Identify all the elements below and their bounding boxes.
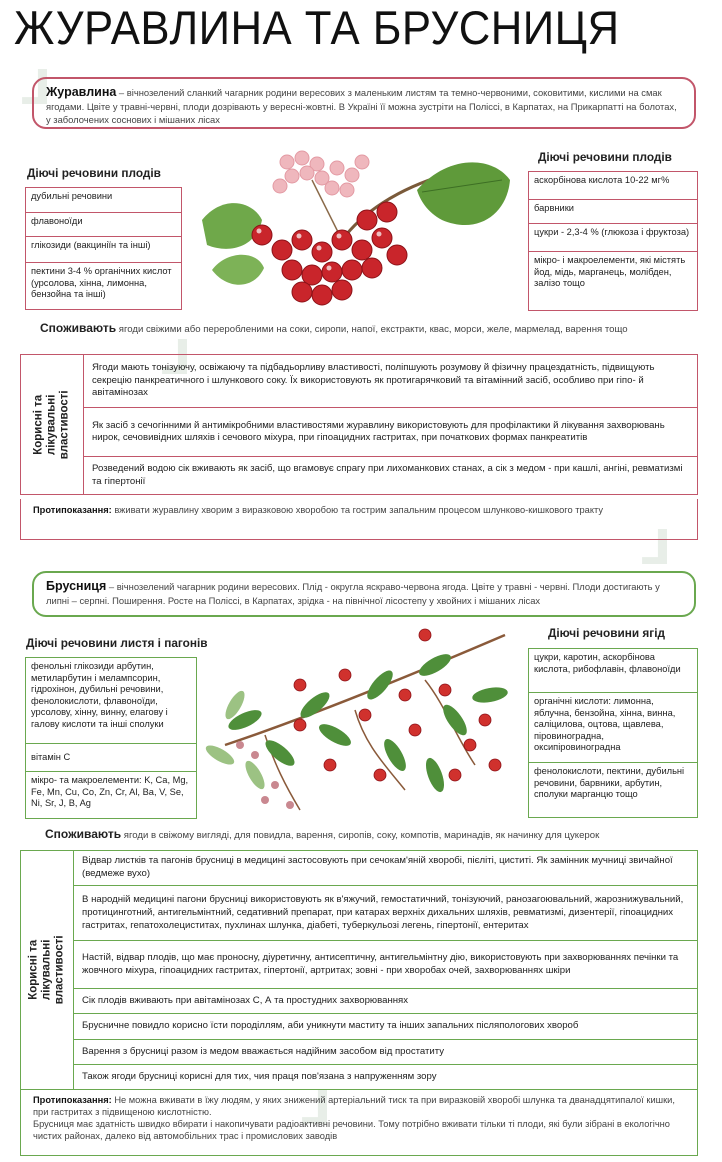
cranberry-properties-table xyxy=(20,354,698,495)
cranberry-left-list xyxy=(25,187,182,310)
cranberry-contra-text: вживати журавлину хворим з виразковою хворобою та гострим запальним процесом шлунково-кишкового тракту xyxy=(111,505,604,515)
cranberry-properties-label: Корисні та лікувальні властивості xyxy=(21,355,84,494)
cranberry-name: Журавлина xyxy=(46,85,117,99)
cranberry-intro xyxy=(32,77,696,129)
watermark: ⅃ xyxy=(300,1082,331,1135)
list-item: мікро- та макроелементи: K, Ca, Mg, Fe, Mn, Cu, Co, Zn, Cr, Al, Ba, V, Se, Ni, Sr, J, B, Ag xyxy=(31,775,189,809)
lingonberry-name: Брусниця xyxy=(46,579,107,593)
lingonberry-consume-text: ягоди в свіжому вигляді, для повидла, варення, сиропів, соку, компотів, маринадів, як начинку для цукерок xyxy=(121,830,600,841)
list-item: фенольні глікозиди арбутин, метиларбутин і мелампсорин, гідрохінон, дубильні речовини, фенолокислоти, флавоноїди, урсолову, хінну, винну, елагову і галову кислоти та інші сполуки xyxy=(26,658,196,744)
property-row: Також ягоди брусниці корисні для тих, чия праця пов'язана з напруженням зору xyxy=(82,1070,437,1082)
page-title: ЖУРАВЛИНА ТА БРУСНИЦЯ xyxy=(14,1,620,54)
cranberry-branch-illustration xyxy=(192,140,522,312)
lingonberry-consume-label: Споживають xyxy=(45,827,122,841)
lingonberry-intro-text: – вічнозелений чагарник родини вересових. Плід - округла яскраво-червона ягода. Цвіте у травні - червні. Плоди достигають у липні – серпні. Поширення. Росте на Поліссі, в Карпатах, зрідка - на північної лісостепу у хвойних і мішаних лісах xyxy=(46,581,660,606)
lingonberry-right-heading: Діючі речовини ягід xyxy=(548,626,665,640)
property-row: В народній медицині пагони брусниці використовують як в'яжучий, гемостатичний, тонізуючий, ранозагоювальний, жарознижувальний, протицинготний, антигельмінтний, седативний препарат, при катарах верхніх дихальних шляхів, ревматизмі, дизентерії, гіпоацидних гастритах, гепатохолециститах, пухлинах шлунка, діабеті, туберкульозі легень, гіпертонії, ентеритах xyxy=(74,886,697,941)
lingonberry-branch-illustration xyxy=(205,625,523,820)
list-item: глікозиди (вакциніїн та інші) xyxy=(26,237,181,263)
property-row: Відвар листків та пагонів брусниці в медицині застосовують при сечокам'яній хворобі, пієліті, циститі. Як замінник мучниці звичайної (ведмеже вухо) xyxy=(74,851,697,886)
cranberry-consume-label: Споживають xyxy=(40,321,117,335)
lingonberry-properties-table xyxy=(20,850,698,1090)
cranberry-consume-text: ягоди свіжими або переробленими на соки, сиропи, напої, екстракти, квас, морси, желе, мармелад, варення тощо xyxy=(116,324,628,335)
list-item: органічні кислоти: лимонна, яблучна, бензойна, хінна, винна, саліцилова, оцтова, щавлева, піровиноградна, оксипіровиноградна xyxy=(529,693,697,763)
list-item: аскорбінова кислота 10-22 мг% xyxy=(529,172,697,200)
property-row: Настій, відвар плодів, що має проносну, діуретичну, антисептичну, антигельмінтну дію, використовують при захворюваннях печінки та жовчного міхура, гіпоацидних гастритах, гіпертонії, артритах; зовні - при хворобах очей, захворюваннях шкіри xyxy=(74,941,697,988)
watermark: ⅃ xyxy=(640,522,671,575)
lingonberry-contraindications xyxy=(20,1090,698,1156)
watermark: ⅃ xyxy=(20,62,51,115)
list-item: мікро- і макроелементи, які містять йод, мідь, марганець, молібден, залізо тощо xyxy=(534,255,686,289)
list-item: цукри - 2,3-4 % (глюкоза і фруктоза) xyxy=(529,224,697,252)
cranberry-consume xyxy=(40,321,700,337)
list-item: дубильні речовини xyxy=(26,188,181,213)
property-row: Варення з брусниці разом із медом вважається надійним засобом від простатиту xyxy=(74,1040,697,1065)
lingonberry-left-list xyxy=(25,657,197,819)
cranberry-right-list xyxy=(528,171,698,311)
lingonberry-intro xyxy=(32,571,696,617)
cranberry-left-heading: Діючі речовини плодів xyxy=(27,166,161,180)
lingonberry-left-heading: Діючі речовини листя і пагонів xyxy=(26,636,208,650)
list-item: вітамін С xyxy=(26,744,196,772)
property-row: Сік плодів вживають при авітамінозах С, А та простудних захворюваннях xyxy=(74,989,697,1014)
property-row: Брусничне повидло корисно їсти породіллям, аби уникнути маститу та інших запальних післяпологових хвороб xyxy=(74,1014,697,1040)
lingonberry-contra-label: Протипоказання: xyxy=(33,1095,112,1105)
cranberry-contraindications xyxy=(20,499,698,540)
list-item: барвники xyxy=(529,200,697,224)
list-item: фенолокислоти, пектини, дубильні речовини, барвники, арбутин, сполуки марганцю тощо xyxy=(534,766,685,800)
cranberry-intro-text: – вічнозелений сланкий чагарник родини вересових з маленьким листям та темно-червоними, соковитими, кислими на смак ягодами. Цвіте у травні-червні, плоди дозрівають у вересні-жовтні. В Україні її можна зустріти на Поліссі, в Карпатах, на Прикарпатті на болотах, у заболочених соснових і мішаних лісах xyxy=(46,87,677,125)
property-row: Ягоди мають тонізуючу, освіжаючу та підбадьорливу властивості, поліпшують розумову й фізичну працездатність, підвищують секрецію панкреатичного і шлункового соку. Їх використовують як протигарячковий та вітамінний засіб, особливо при гіпо- й авітамінозах xyxy=(84,355,697,408)
watermark: ⅃ xyxy=(160,332,191,385)
lingonberry-consume xyxy=(45,827,705,843)
property-row: Як засіб з сечогінними й антимікробними властивостями журавлину використовують для профілактики й лікування захворювань нирок, сечовивідних шляхів і сечового міхура, при гіпоацидних гастритах, при початкових формах панкреатитів xyxy=(84,408,697,457)
lingonberry-contra-text2: Брусниця має здатність швидко вбирати і накопичувати радіоактивні речовини. Тому потрібно вживати тільки ті плоди, які були зібрані в екологічно чистих районах, далеко від автомобільних трас і промислових заводів xyxy=(33,1119,670,1142)
cranberry-right-heading: Діючі речовини плодів xyxy=(538,150,672,164)
list-item: цукри, каротин, аскорбінова кислота, рибофлавін, флавоноїди xyxy=(529,649,697,693)
property-row: Розведений водою сік вживають як засіб, що вгамовує спрагу при лихоманкових станах, а сік з медом - при кашлі, ангіні, ревматизмі та гіпертонії xyxy=(92,462,683,487)
lingonberry-contra-text: Не можна вживати в їжу людям, у яких знижений артеріальний тиск та при виразковій хворобі шлунка та дванадцятипалої кишки, при гастритах з підвищеною кислотністю. xyxy=(33,1095,675,1118)
lingonberry-properties-label: Корисні та лікувальні властивості xyxy=(21,851,74,1089)
cranberry-contra-label: Протипоказання: xyxy=(33,505,112,515)
list-item: пектини 3-4 % органічних кислот (урсолова, хінна, лимонна, бензойна та інші) xyxy=(31,266,172,300)
lingonberry-right-list xyxy=(528,648,698,818)
list-item: флавоноїди xyxy=(26,213,181,237)
